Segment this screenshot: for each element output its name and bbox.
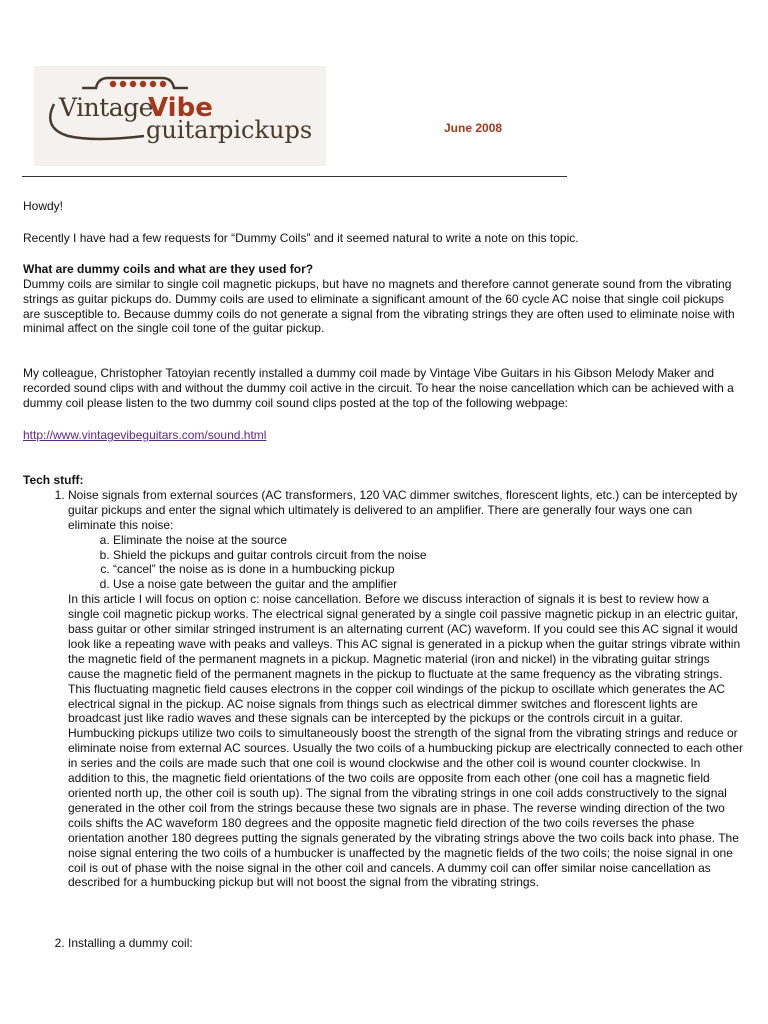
tech-list-item bbox=[68, 488, 743, 890]
dummy-coils-paragraph: Dummy coils are similar to single coil magnetic pickups, but have no magnets and therefore cannot generate sound from the vibrating strings as guitar pickups do. Dummy coils are used to eliminate a significant amount of the 60 cycle AC noise that single coil pickups are susceptible to. Because dummy coils do not generate a signal from the vibrating strings they are often used to eliminate noise with minimal affect on the single coil tone of the guitar pickup. bbox=[23, 276, 735, 336]
section-heading-tech-stuff: Tech stuff: bbox=[23, 472, 84, 487]
logo-word-vintage: Vintage bbox=[59, 93, 153, 122]
vintage-vibe-logo bbox=[34, 66, 326, 166]
intro-paragraph: Recently I have had a few requests for “Dummy Coils” and it seemed natural to write a note on this topic. bbox=[23, 230, 579, 245]
pole-pieces bbox=[110, 81, 166, 87]
option-item: d. Use a noise gate between the guitar and the amplifier bbox=[113, 577, 743, 592]
logo-word-vibe: Vibe bbox=[148, 93, 213, 123]
noise-options-list bbox=[68, 533, 743, 593]
option-item: a. Eliminate the noise at the source bbox=[113, 533, 743, 548]
logo-graphic bbox=[34, 66, 326, 166]
colleague-paragraph: My colleague, Christopher Tatoyian recently installed a dummy coil made by Vintage Vibe Guitars in his Gibson Melody Maker and recorded sound clips with and without the dummy coil active in the circuit. To hear the noise cancellation which can be achieved with a dummy coil please listen to the two dummy coil sound clips posted at the top of the following webpage: bbox=[23, 366, 734, 411]
option-item: b. Shield the pickups and guitar controls circuit from the noise bbox=[113, 548, 743, 563]
section-heading-dummy-coils: What are dummy coils and what are they used for? bbox=[23, 261, 314, 276]
logo-word-guitar: guitar bbox=[146, 116, 220, 144]
sound-clips-link[interactable]: http://www.vintagevibeguitars.com/sound.html bbox=[23, 428, 267, 443]
noise-sources-text: 1. Noise signals from external sources (AC transformers, 120 VAC dimmer switches, florescent lights, etc.) can be intercepted by guitar pickups and enter the signal which ultimately is delivered to an amplifier. There are generally four ways one can eliminate this noise: bbox=[68, 487, 738, 532]
header-divider bbox=[22, 176, 567, 177]
greeting: Howdy! bbox=[23, 199, 64, 213]
tech-list-item: 2. Installing a dummy coil: bbox=[68, 936, 743, 951]
noise-cancellation-explanation: In this article I will focus on option c: noise cancellation. Before we discuss interaction of signals it is best to review how a single coil magnetic pickup works. The electrical signal generated by a single coil passive magnetic pickup in an electric guitar, bass guitar or other similar stringed instrument is an alternating current (AC) waveform. If you could see this AC signal it would look like a repeating wave with peaks and valleys. This AC signal is generated in a pickup when the guitar strings vibrate within the magnetic field of the permanent magnets in a pickup. Magnetic material (iron and nickel) in the vibrating guitar strings cause the magnetic field of the permanent magnets in the pickup to fluctuate at the same frequency as the vibrating strings. This fluctuating magnetic field causes electrons in the copper coil windings of the pickup to oscillate which generates the AC electrical signal in the pickup. AC noise signals from things such as electrical dimmer switches and florescent lights are broadcast just like radio waves and these signals can be intercepted by the pickups or the controls circuit in a guitar. Humbucking pickups utilize two coils to simultaneously boost the strength of the signal from the vibrating strings and reduce or eliminate noise from external AC sources. Usually the two coils of a humbucking pickup are electrically connected to each other in series and the coils are made such that one coil is wound clockwise and the other coil is wound counter clockwise. In addition to this, the magnetic field orientations of the two coils are opposite from each other (one coil has a magnetic field oriented north up, the other coil is south up). The signal from the vibrating strings in one coil adds constructively to the signal generated in the other coil from the strings because these two signals are in phase. The reverse winding direction of the two coils shifts the AC waveform 180 degrees and the opposite magnetic field direction of the two coils reverses the phase orientation another 180 degrees putting the signals generated by the vibrating strings above the two coils back into phase. The noise signal entering the two coils of a humbucker is unaffected by the magnetic fields of the two coils; the noise signal in one coil is out of phase with the noise signal in the other coil and cancels. A dummy coil can offer similar noise cancellation as described for a humbucking pickup but will not boost the signal from the vibrating strings. bbox=[68, 592, 744, 890]
logo-word-pickups: pickups bbox=[218, 116, 313, 144]
option-item: c. “cancel” the noise as is done in a humbucking pickup bbox=[113, 562, 743, 577]
issue-date: June 2008 bbox=[444, 121, 503, 135]
tech-list bbox=[23, 488, 743, 951]
article-body bbox=[23, 199, 743, 951]
